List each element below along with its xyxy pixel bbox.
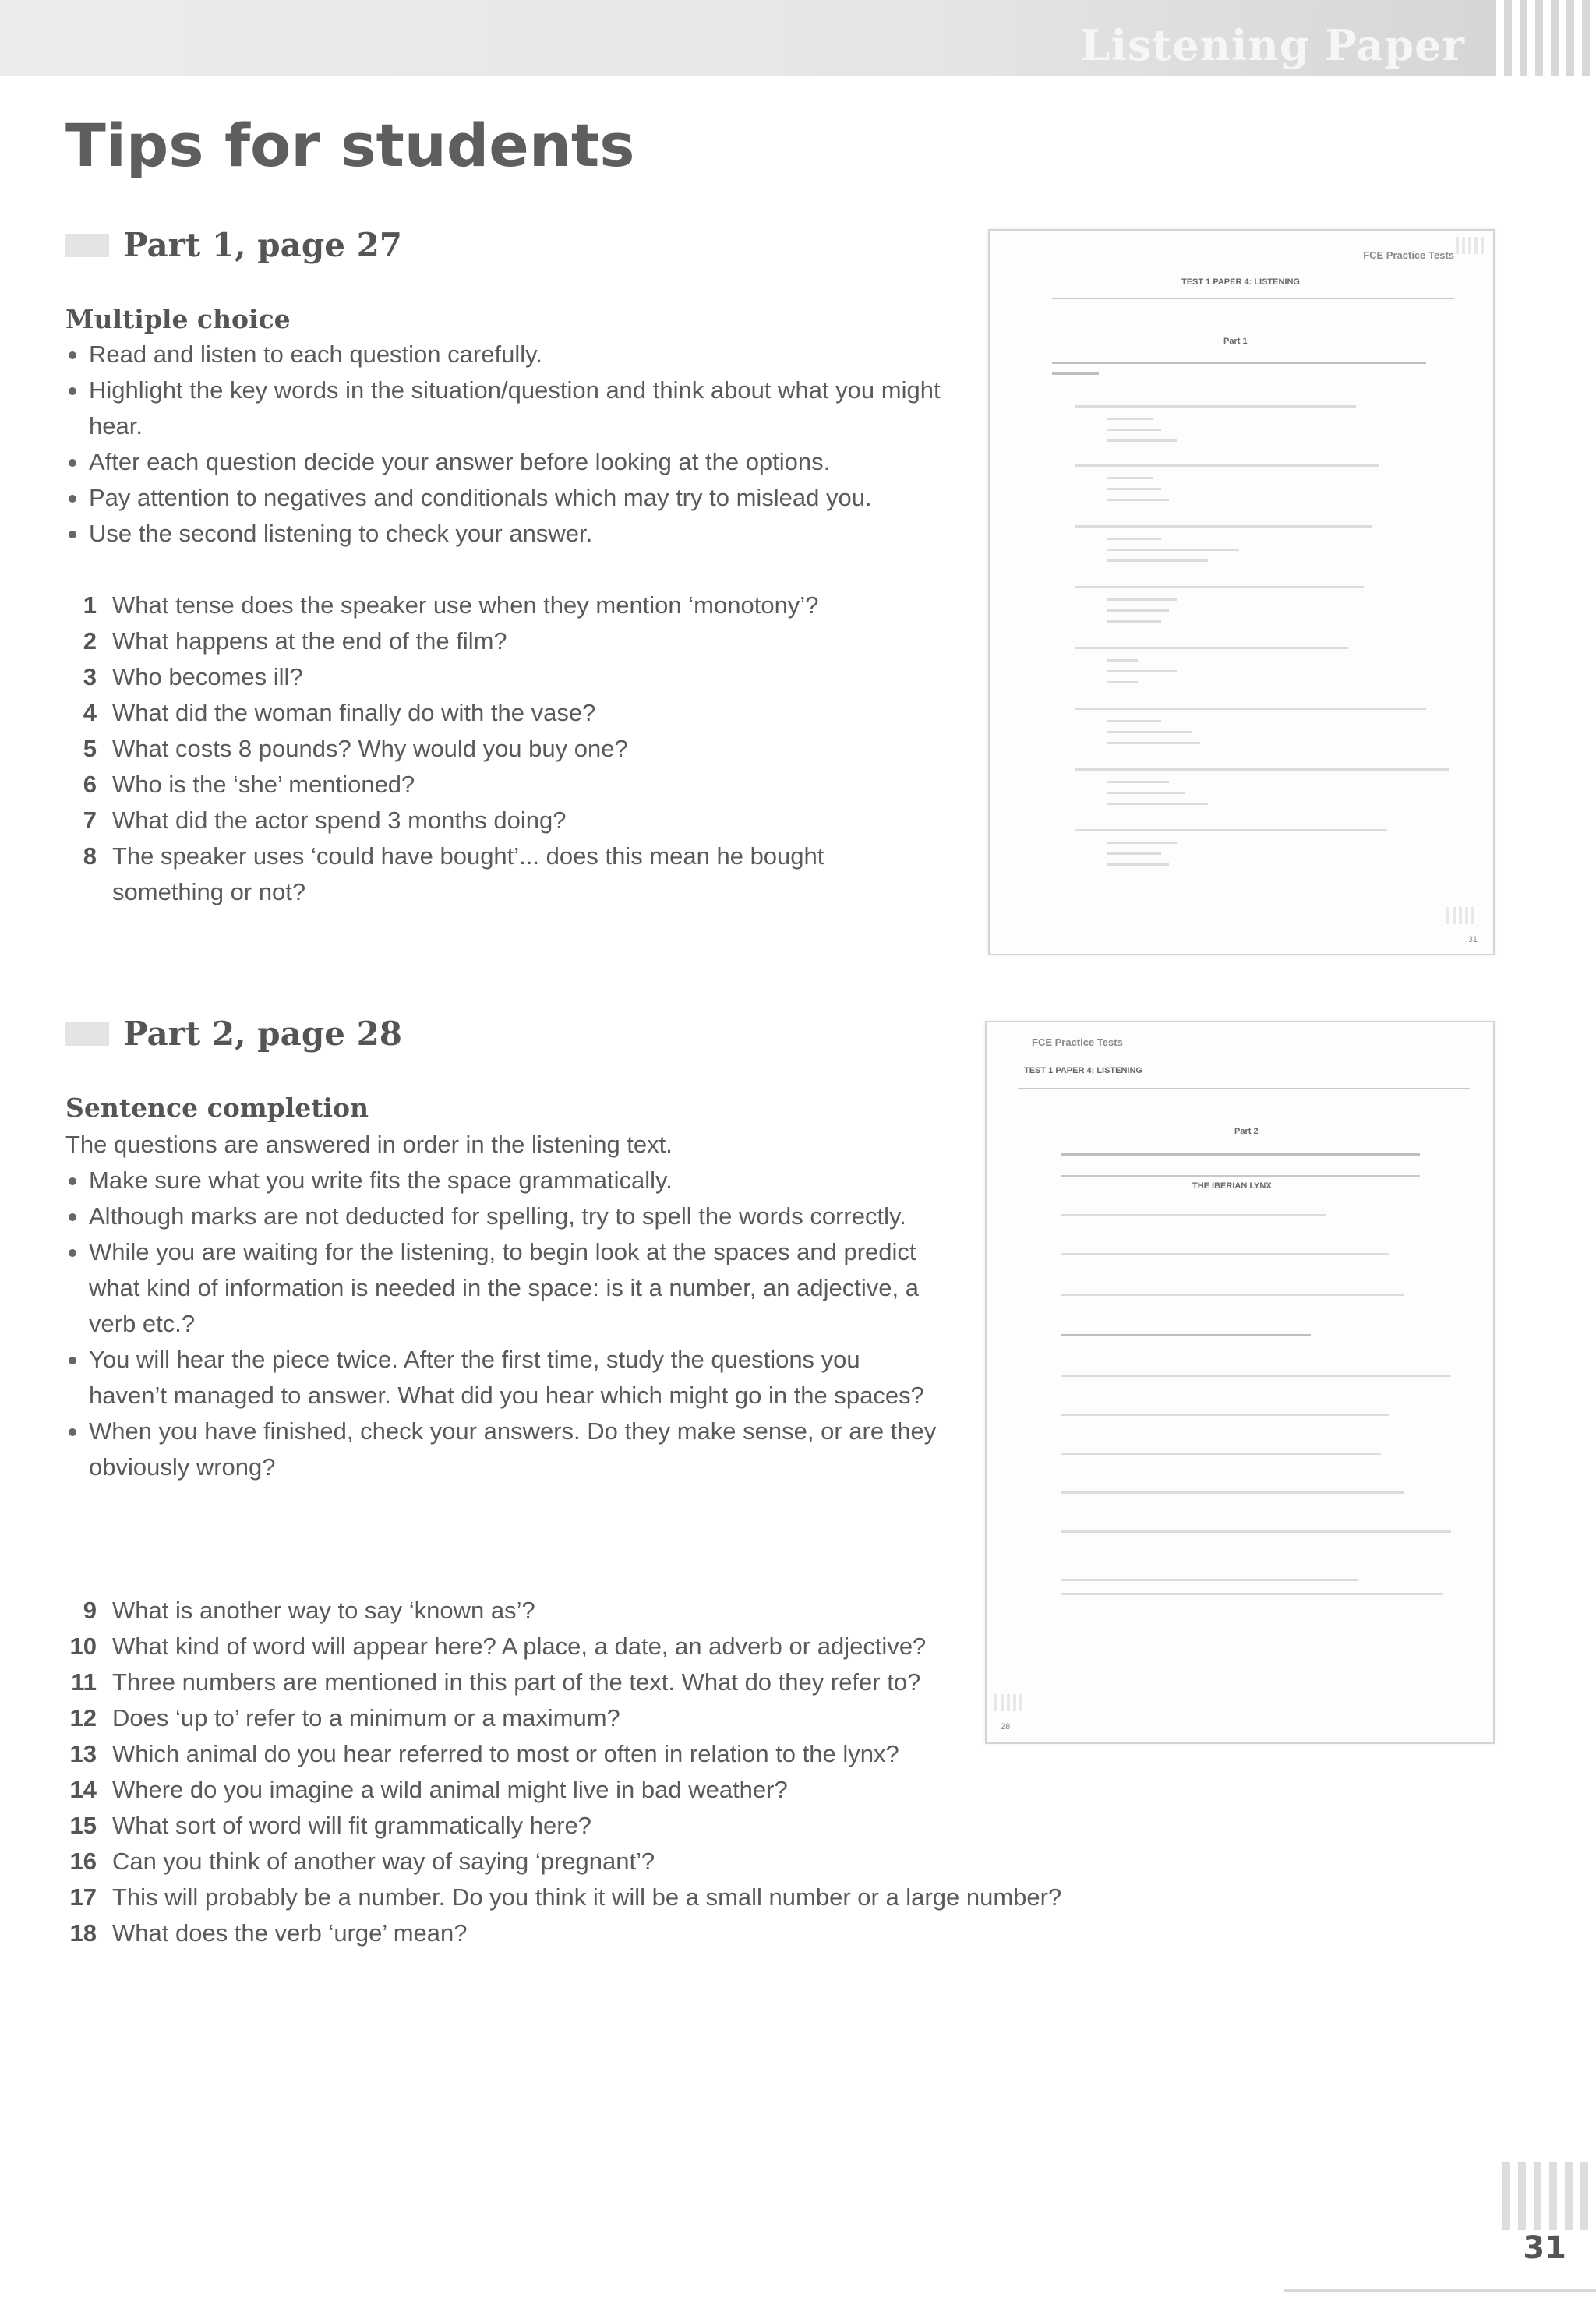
part-marker	[65, 234, 109, 257]
question-text: Does ‘up to’ refer to a minimum or a maximum?	[112, 1704, 620, 1731]
question-item	[55, 767, 888, 803]
thumb-text-line	[1061, 1593, 1443, 1595]
thumb-text-line	[1107, 863, 1169, 866]
thumb-text-line	[1075, 708, 1426, 710]
tip-item: You will hear the piece twice. After the first time, study the questions you haven’t managed to answer. What did you hear which might go in the spaces?	[65, 1342, 938, 1414]
question-text: What is another way to say ‘known as’?	[112, 1597, 535, 1624]
question-item	[55, 1700, 1122, 1736]
question-text: What costs 8 pounds? Why would you buy one?	[112, 735, 628, 762]
question-item	[55, 803, 888, 838]
thumb-text-line	[1107, 792, 1185, 794]
question-number: 7	[83, 807, 97, 834]
question-number: 4	[83, 699, 97, 726]
footer-rule	[1284, 2289, 1596, 2292]
thumb-stripes	[994, 1694, 1026, 1711]
tip-item: Use the second listening to check your answer.	[65, 516, 946, 552]
thumb-text-line	[1061, 1153, 1420, 1156]
thumb-text-line	[1107, 418, 1153, 420]
thumb-page-number: 28	[1001, 1722, 1011, 1731]
thumb-text-line	[1052, 362, 1426, 364]
part1-tips-list	[65, 337, 946, 552]
part1-heading	[65, 226, 402, 264]
thumb-text-line	[1107, 803, 1208, 805]
question-text: What does the verb ‘urge’ mean?	[112, 1919, 468, 1947]
thumb-brand: FCE Practice Tests	[1032, 1036, 1123, 1048]
question-text: What did the woman finally do with the vase?	[112, 699, 596, 726]
thumb-part-label: Part 1	[1223, 337, 1248, 346]
question-number: 6	[83, 771, 97, 798]
header-band	[0, 0, 1496, 76]
question-item	[55, 695, 888, 731]
thumb-text-line	[1075, 405, 1356, 408]
thumb-text-line	[1061, 1530, 1451, 1533]
page-number: 31	[1523, 2230, 1566, 2266]
question-number: 12	[69, 1704, 97, 1731]
question-item	[55, 1629, 927, 1664]
thumb-text-line	[1075, 464, 1379, 467]
thumb-test-heading: TEST 1 PAPER 4: LISTENING	[1024, 1066, 1142, 1075]
part1-subheading: Multiple choice	[65, 304, 291, 334]
thumb-text-line	[1107, 720, 1161, 722]
question-text: Where do you imagine a wild animal might live in bad weather?	[112, 1776, 788, 1803]
thumb-brand: FCE Practice Tests	[1363, 249, 1454, 261]
question-text: Who becomes ill?	[112, 663, 303, 690]
question-item	[55, 1772, 1122, 1808]
question-number: 16	[69, 1848, 97, 1875]
thumb-text-line	[1075, 829, 1387, 831]
tip-item: Make sure what you write fits the space grammatically.	[65, 1163, 938, 1198]
question-number: 13	[69, 1740, 97, 1767]
question-number: 15	[69, 1812, 97, 1839]
thumb-text-line	[1061, 1214, 1326, 1216]
thumb-rule	[1052, 298, 1454, 299]
question-text: Can you think of another way of saying ‘pregnant’?	[112, 1848, 655, 1875]
question-item	[55, 1844, 1122, 1880]
thumb-text-line	[1107, 549, 1239, 551]
question-item	[55, 659, 888, 695]
thumb-text-line	[1107, 620, 1161, 623]
question-text: What sort of word will fit grammatically here?	[112, 1812, 592, 1839]
thumb-text-line	[1107, 559, 1208, 562]
part2-subheading: Sentence completion	[65, 1092, 369, 1123]
thumb-text-line	[1107, 852, 1161, 855]
thumb-text-line	[1061, 1253, 1389, 1255]
thumb-part-label: Part 2	[1234, 1127, 1259, 1136]
corner-stripes	[1496, 0, 1596, 76]
part2-page-thumbnail	[985, 1021, 1495, 1744]
part1-heading-text: Part 1, page 27	[123, 226, 403, 264]
question-item	[55, 1808, 1122, 1844]
thumb-page-number: 31	[1467, 935, 1478, 944]
question-item	[55, 1880, 1122, 1915]
question-number: 2	[83, 627, 97, 655]
question-number: 18	[69, 1919, 97, 1947]
question-number: 8	[83, 842, 97, 870]
thumb-text-line	[1061, 1294, 1404, 1296]
thumb-text-line	[1107, 659, 1138, 662]
thumb-text-line	[1107, 429, 1161, 431]
thumb-text-line	[1107, 499, 1169, 501]
question-item	[55, 1736, 1122, 1772]
question-text: What happens at the end of the film?	[112, 627, 507, 655]
part1-page-thumbnail	[988, 229, 1495, 955]
thumb-text-line	[1061, 1414, 1389, 1416]
question-number: 5	[83, 735, 97, 762]
question-text: The speaker uses ‘could have bought’... does this mean he bought something or not?	[112, 842, 824, 905]
question-text: What did the actor spend 3 months doing?	[112, 807, 567, 834]
thumb-text-line	[1107, 538, 1161, 540]
thumb-text-line	[1075, 768, 1449, 771]
thumb-text-line	[1107, 439, 1177, 442]
thumb-text-line	[1061, 1375, 1451, 1377]
question-number: 10	[69, 1633, 97, 1660]
question-text: What kind of word will appear here? A place, a date, an adverb or adjective?	[112, 1633, 927, 1660]
thumb-text-line	[1075, 525, 1372, 528]
thumb-text-line	[1107, 670, 1177, 672]
footer-stripes	[1495, 2162, 1596, 2230]
question-number: 1	[83, 591, 97, 619]
thumb-text-line	[1107, 488, 1161, 490]
part2-heading-text: Part 2, page 28	[123, 1015, 403, 1053]
part-marker	[65, 1022, 109, 1046]
thumb-text-line	[1107, 681, 1138, 683]
tip-item: Although marks are not deducted for spelling, try to spell the words correctly.	[65, 1198, 938, 1234]
tip-item: After each question decide your answer before looking at the options.	[65, 444, 946, 480]
thumb-text-line	[1107, 598, 1177, 601]
thumb-test-heading: TEST 1 PAPER 4: LISTENING	[1181, 277, 1300, 287]
thumb-rule	[1061, 1175, 1420, 1177]
question-number: 14	[69, 1776, 97, 1803]
question-item	[55, 838, 888, 910]
question-item	[55, 1664, 935, 1700]
question-number: 11	[71, 1668, 97, 1696]
part2-questions	[55, 1593, 1122, 1951]
question-number: 3	[83, 663, 97, 690]
section-title: Listening Paper	[1080, 20, 1465, 70]
thumb-text-line	[1061, 1491, 1404, 1494]
thumb-stripes	[1446, 907, 1478, 924]
question-text: Three numbers are mentioned in this part of the text. What do they refer to?	[112, 1668, 921, 1696]
part2-heading	[65, 1015, 402, 1053]
thumb-text-line	[1075, 586, 1364, 588]
thumb-text-line	[1061, 1579, 1358, 1581]
thumb-text-line	[1107, 731, 1192, 733]
question-text: What tense does the speaker use when they mention ‘monotony’?	[112, 591, 819, 619]
question-item	[55, 731, 888, 767]
thumb-stripes	[1456, 237, 1487, 254]
question-item	[55, 623, 888, 659]
page-title: Tips for students	[65, 111, 635, 180]
thumb-article-title: THE IBERIAN LYNX	[1192, 1181, 1272, 1191]
part2-tips-list	[65, 1163, 938, 1485]
thumb-text-line	[1061, 1334, 1311, 1336]
question-text: Who is the ‘she’ mentioned?	[112, 771, 415, 798]
thumb-text-line	[1107, 742, 1200, 744]
question-text: Which animal do you hear referred to most or often in relation to the lynx?	[112, 1740, 899, 1767]
thumb-text-line	[1061, 1453, 1381, 1455]
thumb-text-line	[1107, 781, 1169, 783]
question-item	[55, 1593, 1122, 1629]
question-item	[55, 1915, 1122, 1951]
question-text: This will probably be a number. Do you think it will be a small number or a large number?	[112, 1883, 1062, 1911]
thumb-text-line	[1052, 372, 1099, 375]
question-item	[55, 588, 888, 623]
thumb-text-line	[1107, 477, 1153, 479]
thumb-text-line	[1075, 647, 1348, 649]
tip-item: While you are waiting for the listening, to begin look at the spaces and predict what kind of information is needed in the space: is it a number, an adjective, a verb etc.?	[65, 1234, 938, 1342]
tip-item: Highlight the key words in the situation/question and think about what you might hear.	[65, 372, 946, 444]
thumb-text-line	[1107, 842, 1177, 844]
tip-item: Read and listen to each question carefully.	[65, 337, 946, 372]
question-number: 9	[83, 1597, 97, 1624]
tip-item: When you have finished, check your answers. Do they make sense, or are they obviously wrong?	[65, 1414, 938, 1485]
part2-intro: The questions are answered in order in the listening text.	[65, 1131, 673, 1158]
thumb-rule	[1018, 1088, 1470, 1089]
question-number: 17	[69, 1883, 97, 1911]
part1-questions	[55, 588, 888, 910]
thumb-text-line	[1107, 609, 1169, 612]
tip-item: Pay attention to negatives and conditionals which may try to mislead you.	[65, 480, 946, 516]
